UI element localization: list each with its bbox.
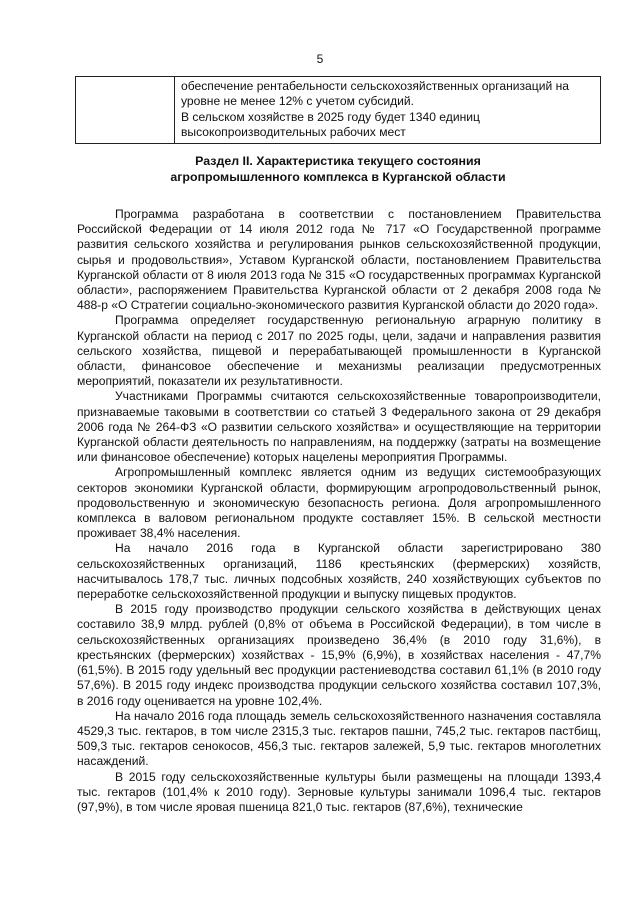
section-heading: [75, 153, 601, 185]
table-cell-empty: [76, 77, 175, 144]
table-line: В сельском хозяйстве в 2025 году будет 1340 единиц высокопроизводительных рабочих мест: [181, 109, 480, 140]
paragraph: Участниками Программы считаются сельскохозяйственные товаропроизводители, признаваемые таковыми в соответствии со статьей 3 Федерального закона от 29 декабря 2006 года № 264-ФЗ «О развитии сельского хозяйства» и осуществляющие на территории Курганской области деятельность по направлениям, на поддержку (затраты на возмещение или финансовое обеспечение) которых нацелены мероприятия Программы.: [77, 389, 601, 465]
paragraph: В 2015 году производство продукции сельского хозяйства в действующих ценах составило 38,9 млрд. рублей (0,8% от объема в Российской Федерации), в том числе в сельскохозяйственных организациях произведено 36,4% (в 2010 году 31,6%), в крестьянских (фермерских) хозяйствах - 15,9% (6,9%), в хозяйствах населения - 47,7% (61,5%). В 2015 году удельный вес продукции растениеводства составил 61,1% (в 2010 году 57,6%). В 2015 году индекс производства продукции сельского хозяйства составил 107,3%, в 2016 году оценивается на уровне 102,4%.: [77, 602, 601, 708]
body-text: [77, 207, 601, 815]
paragraph: В 2015 году сельскохозяйственные культуры были размещены на площади 1393,4 тыс. гектаров (101,4% к 2010 году). Зерновые культуры занимали 1096,4 тыс. гектаров (97,9%), в том числе яровая пшеница 821,0 тыс. гектаров (87,6%), технические: [77, 769, 601, 814]
paragraph: Программа определяет государственную региональную аграрную политику в Курганской области на период с 2017 по 2025 годы, цели, задачи и направления развития сельского хозяйства, пищевой и перерабатывающей промышленности в Курганской области, финансовое обеспечение и механизмы реализации предусмотренных мероприятий, показатели их результативности.: [77, 313, 601, 389]
section-heading-line: агропромышленного комплекса в Курганской области: [170, 170, 506, 184]
paragraph: Агропромышленный комплекс является одним из ведущих системообразующих секторов экономики Курганской области, формирующим агропродовольственный рынок, продовольственную и экономическую безопасность региона. Доля агропромышленного комплекса в валовом региональном продукте составляет 15%. В сельской местности проживает 38,4% населения.: [77, 465, 601, 541]
paragraph: Программа разработана в соответствии с постановлением Правительства Российской Федерации от 14 июля 2012 года № 717 «О Государственной программе развития сельского хозяйства и регулирования рынков сельскохозяйственной продукции, сырья и продовольствия», Уставом Курганской области, постановлением Правительства Курганской области от 8 июля 2013 года № 315 «О государственных программах Курганской области», распоряжением Правительства Курганской области от 2 декабря 2008 года № 488-р «О Стратегии социально-экономического развития Курганской области до 2020 года».: [77, 207, 601, 313]
page-number: 5: [316, 52, 324, 66]
section-heading-line: Раздел II. Характеристика текущего состояния: [195, 154, 481, 168]
table-cell-text: [175, 77, 601, 144]
table-row: [76, 77, 601, 144]
continuation-table: [75, 76, 601, 144]
paragraph: На начало 2016 года в Курганской области зарегистрировано 380 сельскохозяйственных организаций, 1186 крестьянских (фермерских) хозяйств, насчитывалось 178,7 тыс. личных подсобных хозяйств, 240 хозяйствующих субъектов по переработке сельскохозяйственной продукции и выпуску пищевых продуктов.: [77, 541, 601, 602]
table-line: обеспечение рентабельности сельскохозяйственных организаций на уровне не менее 12% с учетом субсидий.: [181, 79, 569, 109]
paragraph: На начало 2016 года площадь земель сельскохозяйственного назначения составляла 4529,3 тыс. гектаров, в том числе 2315,3 тыс. гектаров пашни, 745,2 тыс. гектаров пастбищ, 509,3 тыс. гектаров сенокосов, 456,3 тыс. гектаров залежей, 5,9 тыс. гектаров многолетних насаждений.: [77, 708, 601, 769]
